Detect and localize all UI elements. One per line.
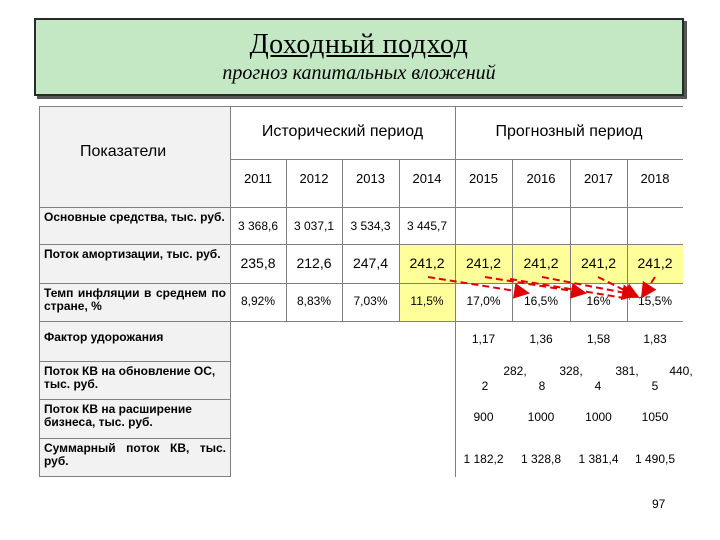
capex-renewal-2018-part2: 5 xyxy=(651,379,659,393)
total-capex-2016: 1 328,8 xyxy=(520,452,562,466)
empty-historical-area xyxy=(230,321,455,477)
capex-renewal-2018-part1: 440, xyxy=(669,364,693,378)
cost-factor-2016: 1,36 xyxy=(529,332,553,346)
capex-renewal-2016-part1: 328, xyxy=(559,364,583,378)
capex-forecast-table xyxy=(39,106,693,477)
inflation-2013: 7,03% xyxy=(353,294,388,308)
title-banner xyxy=(34,18,684,96)
year-2015: 2015 xyxy=(469,171,498,186)
year-2018: 2018 xyxy=(640,171,670,186)
inflation-2016: 16,5% xyxy=(523,294,559,308)
inflation-2011: 8,92% xyxy=(240,294,276,308)
depreciation-2011: 235,8 xyxy=(240,255,276,271)
fixed-assets-2012: 3 037,1 xyxy=(293,219,335,233)
row-label-capex-expansion: Поток КВ на расширение бизнеса, тыс. руб. xyxy=(44,402,192,429)
depreciation-2017: 241,2 xyxy=(580,255,617,271)
depreciation-2014: 241,2 xyxy=(409,255,445,271)
capex-renewal-2015-part2: 2 xyxy=(481,379,489,393)
row-label-depreciation: Поток амортизации, тыс. руб. xyxy=(44,247,221,261)
capex-expansion-2017: 1000 xyxy=(585,410,612,424)
total-capex-2018: 1 490,5 xyxy=(634,452,676,466)
fixed-assets-2013: 3 534,3 xyxy=(350,219,391,233)
capex-renewal-2015-part1: 282, xyxy=(503,364,527,378)
depreciation-2016: 241,2 xyxy=(523,255,559,271)
depreciation-2015: 241,2 xyxy=(465,255,502,271)
row-label-cost-factor: Фактор удорожания xyxy=(44,330,164,344)
year-2017: 2017 xyxy=(584,171,613,186)
row-label-capex-renewal: Поток КВ на обновление ОС, тыс. руб. xyxy=(44,364,216,391)
historical-period-header: Исторический период xyxy=(261,123,424,140)
capex-expansion-2018: 1050 xyxy=(641,410,669,424)
capex-renewal-2016-part2: 8 xyxy=(538,379,546,393)
year-2013: 2013 xyxy=(356,171,385,186)
depreciation-2013: 247,4 xyxy=(352,255,389,271)
depreciation-2012: 212,6 xyxy=(296,255,332,271)
inflation-2012: 8,83% xyxy=(296,294,332,308)
fixed-assets-2014: 3 445,7 xyxy=(406,219,448,233)
inflation-2014: 11,5% xyxy=(410,294,444,308)
capex-expansion-2016: 1000 xyxy=(527,410,555,424)
total-capex-2015: 1 182,2 xyxy=(463,452,504,466)
cost-factor-2017: 1,58 xyxy=(586,332,611,346)
page-number: 97 xyxy=(652,497,666,511)
header-area xyxy=(230,107,683,207)
inflation-2017: 16% xyxy=(586,294,611,308)
depreciation-2018: 241,2 xyxy=(637,255,673,271)
row-label-total-capex: Суммарный поток КВ, тыс. руб. xyxy=(44,441,226,468)
cost-factor-2018: 1,83 xyxy=(643,332,667,346)
total-capex-2017: 1 381,4 xyxy=(578,452,619,466)
row-label-inflation: Темп инфляции в среднем по стране, % xyxy=(44,286,226,313)
year-2012: 2012 xyxy=(299,171,329,186)
forecast-period-header: Прогнозный период xyxy=(495,123,643,140)
inflation-2015: 17,0% xyxy=(466,294,501,308)
capex-renewal-2017-part2: 4 xyxy=(594,379,602,393)
inflation-2018: 15,5% xyxy=(637,294,673,308)
capex-renewal-2017-part1: 381, xyxy=(615,364,639,378)
capex-expansion-2015: 900 xyxy=(473,410,494,424)
indicators-header: Показатели xyxy=(80,143,167,160)
row-label-fixed-assets: Основные средства, тыс. руб. xyxy=(44,210,225,224)
fixed-assets-2011: 3 368,6 xyxy=(237,219,279,233)
cost-factor-2015: 1,17 xyxy=(471,332,496,346)
slide-subtitle: прогноз капитальных вложений xyxy=(222,62,496,84)
empty-forecast-fixed-assets xyxy=(455,207,683,244)
year-2011: 2011 xyxy=(244,171,272,186)
slide-title: Доходный подход xyxy=(249,29,469,60)
year-2016: 2016 xyxy=(526,171,556,186)
year-2014: 2014 xyxy=(412,171,442,186)
